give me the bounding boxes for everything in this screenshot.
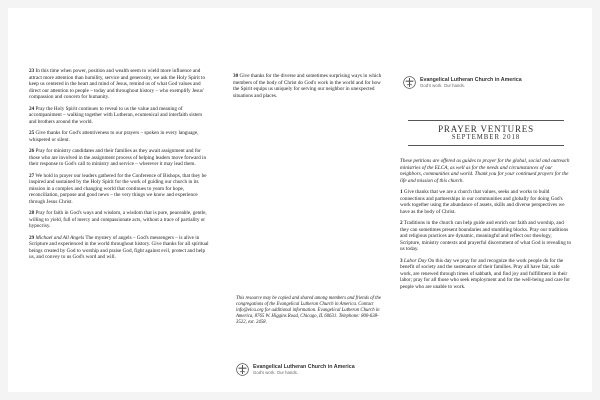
- petition-25: 25 Give thanks for God's attentiveness to our prayers – spoken in every language, whispered or silent.: [29, 130, 199, 143]
- petition-1: 1 Give thanks that we are a church that values, seeks and works to build connections and partnerships in our communities and globally for doing God's work together using the abundance of assets, skills and diverse perspectives we have as the body of Christ.: [400, 189, 565, 215]
- title-rule-top: [408, 120, 564, 121]
- petition-30: 30 Give thanks for the diverse and sometimes surprising ways in which members of the body of Christ do God's work in the world and for how the Spirit equips us uniquely for serving our neighbor in unexpected situations and places.: [233, 73, 382, 99]
- title-rule-bottom: [408, 145, 564, 146]
- petition-26: 26 Pray for ministry candidates and their families as they await assignment and for those who are involved in the assignment process of helping leaders move forward in their response to God's call to ministry and service – wherever it may lead them.: [29, 148, 207, 167]
- petitions-left-column: [29, 68, 209, 266]
- petition-28: 28 Pray for faith in God's ways and wisdom, a wisdom that is pure, peaceable, gentle, willing to yield, full of mercy and compassionate acts, without a trace of partiality or hypocrisy.: [29, 210, 207, 229]
- elca-cross-icon: [403, 76, 416, 89]
- intro-text: These petitions are offered as guides to prayer for the global, social and outreach ministries of the ELCA, as well as for the needs and circumstances of our neighbors, communities and world. Thank you for your continued prayers for the life and mission of this church.: [400, 158, 570, 184]
- petition-27: 27 We hold in prayer our leaders gathered for the Conference of Bishops, that they be inspired and sustained by the Holy Spirit for the work of guiding our church in its mission in a complex and changing world that continues to yearn for hope, reconciliation, purpose and good news – the very things we know and experience through Jesus Christ.: [29, 172, 207, 205]
- document-subtitle: SEPTEMBER 2018: [451, 134, 521, 141]
- petition-29: 29 Michael and All Angels The mystery of angels – God's messengers – is alive in Scripture and experienced in the world throughout history. Give thanks for all spiritual beings created by God to worship and praise God, fight against evil, protect and help us, and convey to us God's word and will.: [29, 234, 209, 260]
- logo-name: Evangelical Lutheran Church in America: [420, 77, 522, 83]
- petition-23: 23 In this time when power, position and wealth seem to wield more influence and attract more attention than humility, service and generosity, we ask the Holy Spirit to keep us centered in the heart and mind of Jesus, remind us of what God values and direct our attention to people – today and throughout history – who exemplify Jesus' compassion and concern for humanity.: [29, 68, 206, 100]
- elca-cross-icon: [236, 363, 249, 376]
- petition-24: 24 Pray the Holy Spirit continues to reveal to us the value and meaning of accompaniment – walking together with Lutheran, ecumenical and interfaith sisters and brothers around the world.: [29, 105, 203, 125]
- petition-2: 2 Traditions in the church can help guide and enrich our faith and worship, and they can sometimes present boundaries and stumbling blocks. Pray our traditions and religious practices are dynamic, meaningful and reflect our theology, Scripture, ministry contexts and prayerful discernment of what God is revealing to us today.: [400, 220, 572, 252]
- logo-tagline: God's work. Our hands.: [253, 370, 299, 375]
- copy-permission-note: This resource may be copied and shared among members and friends of the congregations of the Evangelical Lutheran Church in America. Contact info@elca.org for additional information. Evangelical Lutheran Church in America, 8765 W. Higgins Road, Chicago, IL 60631. Telephone: 800-638-3522, ext. 2458.: [236, 296, 381, 325]
- petitions-right-column: [400, 158, 572, 295]
- document-title: PRAYER VENTURES: [438, 124, 534, 134]
- elca-logo-bottom: [236, 363, 355, 376]
- logo-name: Evangelical Lutheran Church in America: [253, 364, 355, 370]
- petitions-middle-column: [233, 73, 388, 104]
- document-page: [8, 8, 592, 392]
- logo-tagline: God's work. Our hands.: [420, 83, 466, 88]
- elca-logo-top: [403, 76, 522, 89]
- petition-3: 3 Labor Day On this day we pray for and recognize the work people do for the benefit of society and the sustenance of their families. Pray all have fair, safe work, are renewed through times of sabbath, and find joy and fulfillment in their labor; pray for all those who seek employment and for the well-being and care for people who are unable to work.: [400, 257, 570, 290]
